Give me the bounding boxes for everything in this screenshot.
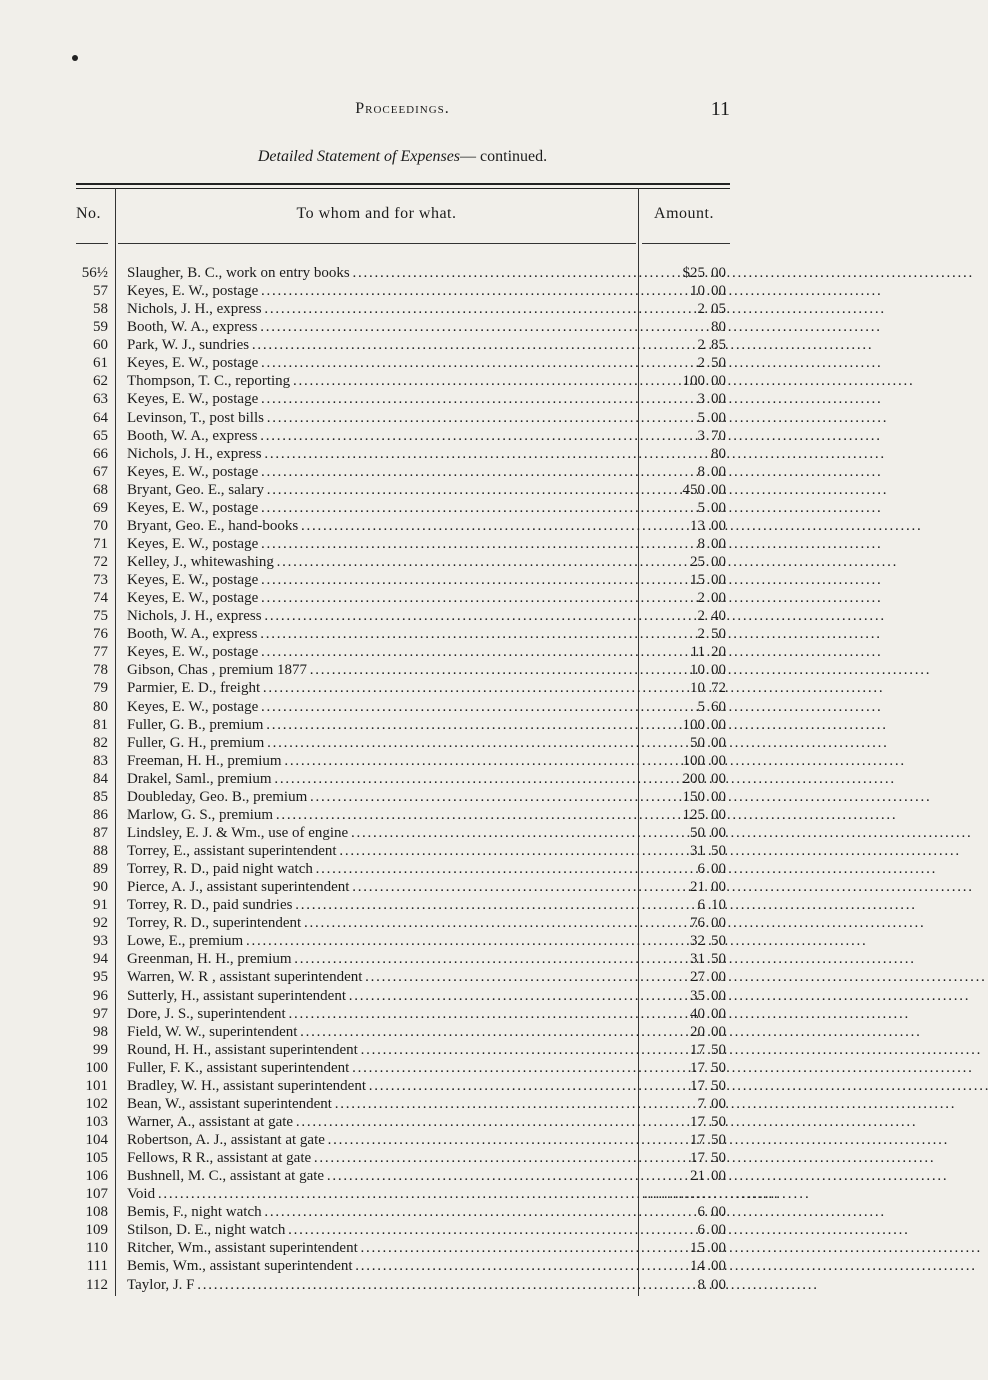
entry-number: 102 [85,1095,108,1112]
entry-description: Drakel, Saml., premium . . . [127,770,635,788]
entry-description: Nichols, J. H., express . . . [127,300,635,318]
entry-description: Pierce, A. J., assistant superintendent . . . [127,878,635,896]
amount-dollars: 17 [690,1113,705,1130]
entry-number: 62 [93,373,108,390]
entry-description: Torrey, E., assistant superintendent . . . [127,842,635,860]
table-row [0,300,845,318]
entry-number: 81 [93,716,108,733]
amount-cents: 70 [711,427,726,444]
amount-dollars: 13 [690,517,705,534]
entry-number: 92 [93,915,108,932]
entry-description: Thompson, T. C., reporting . . . [127,372,635,390]
entry-number: 76 [93,626,108,643]
entry-description: Doubleday, Geo. B., premium . . . [127,788,635,806]
entry-number: 112 [86,1276,108,1293]
table-row [0,661,845,679]
expense-table-body [0,264,845,1294]
entry-description: Keyes, E. W., postage . . . [127,390,635,408]
amount-cents: 00 [711,1168,726,1185]
table-row [0,1149,845,1167]
entry-description: Bushnell, M. C., assistant at gate . . . [127,1167,635,1185]
entry-description: Warner, A., assistant at gate . . . [127,1113,635,1131]
entry-number: 108 [85,1204,108,1221]
table-row [0,878,845,896]
entry-number: 59 [93,319,108,336]
table-row [0,806,845,824]
amount-cents: 00 [711,915,726,932]
entry-number: 104 [85,1132,108,1148]
entry-description: Slaugher, B. C., work on entry books . . . [127,264,635,282]
amount-cents: 60 [711,698,726,715]
amount-dollars: 17 [690,1077,705,1094]
entry-number: 99 [93,1041,108,1058]
caption-italic: Detailed Statement of Expenses [257,148,461,165]
amount-cents: 00 [711,662,726,679]
table-row [0,445,845,463]
entry-number: 84 [93,770,108,787]
table-row [0,553,845,571]
entry-description: Warren, W. R , assistant superintendent . . . [127,968,635,986]
amount-cents: 00 [711,391,726,408]
entry-description: Field, W. W., superintendent . . . [127,1023,635,1041]
entry-number: 56½ [81,265,108,281]
column-header-amount: Amount. [654,205,714,222]
top-rule [76,183,730,185]
amount-dollars: 2 [697,355,705,372]
entry-number: 98 [93,1023,108,1040]
amount-dollars: 21 [690,879,705,896]
amount-cents: 00 [711,879,726,896]
amount-dollars: 20 [690,1023,705,1040]
amount-cents: 50 [711,355,726,372]
amount-dollars: 14 [690,1258,705,1275]
amount-dollars: 450 [682,481,705,498]
amount-cents: 00 [711,716,726,733]
amount-dollars: 2 [697,608,705,625]
table-row [0,463,845,481]
entry-description: Bemis, Wm., assistant superintendent . . . [127,1257,635,1275]
amount-dollars: 6 [697,897,705,914]
table-row [0,1005,845,1023]
entry-number: 63 [93,391,108,408]
table-row [0,1185,845,1203]
header-rule-no [76,243,108,244]
amount-dollars: 50 [690,734,705,751]
amount-dollars: 50 [690,824,705,841]
table-row [0,1167,845,1185]
amount-dollars: 17 [690,1150,705,1167]
entry-number: 91 [93,897,108,914]
amount-dollars: 6 [697,1222,705,1239]
entry-description: Bemis, F., night watch . . . [127,1203,635,1221]
entry-number: 72 [93,554,108,570]
entry-number: 94 [93,951,108,968]
running-header [0,100,805,118]
entry-number: 105 [85,1150,108,1167]
amount-cents: 00 [711,1258,726,1275]
column-header-no: No. [76,205,102,222]
amount-cents: 00 [711,1222,726,1239]
amount-dollars: 21 [690,1168,705,1185]
amount-cents: 20 [711,644,726,661]
entry-description: Booth, W. A., express . . . [127,427,635,445]
entry-number: 86 [93,806,108,823]
entry-description: Fuller, G. B., premium . . . [127,716,635,734]
entry-description: Taylor, J. F . . . [127,1276,635,1294]
entry-number: 103 [85,1113,108,1130]
void-leader-dots: ............................. [644,1186,811,1203]
table-row [0,716,845,734]
entry-number: 111 [86,1258,108,1275]
entry-description: Keyes, E. W., postage . . . [127,354,635,372]
entry-description: Lowe, E., premium . . . [127,932,635,950]
table-row [0,427,845,445]
entry-number: 71 [93,535,108,552]
entry-number: 89 [93,861,108,878]
entry-number: 107 [85,1186,108,1203]
entry-description: Levinson, T., post bills . . . [127,409,635,427]
entry-description: Bryant, Geo. E., hand-books . . . [127,517,635,535]
entry-number: 85 [93,788,108,805]
amount-dollars: 35 [690,987,705,1004]
amount-cents: 00 [711,969,726,986]
amount-dollars: 125 [682,806,705,823]
amount-dollars: 5 [697,409,705,426]
entry-number: 87 [93,824,108,841]
amount-cents: 00 [711,409,726,426]
table-caption [0,148,805,166]
amount-cents: 00 [711,517,726,534]
table-row [0,282,845,300]
entry-number: 95 [93,969,108,986]
amount-dollars: 8 [697,463,705,480]
entry-description: Keyes, E. W., postage . . . [127,499,635,517]
entry-number: 79 [93,680,108,697]
entry-description: Dore, J. S., superintendent . . . [127,1005,635,1023]
amount-cents: 00 [711,788,726,805]
amount-dollars: 31 [690,951,705,968]
table-row [0,1041,845,1059]
table-row [0,788,845,806]
table-row [0,535,845,553]
table-row [0,987,845,1005]
amount-dollars: 6 [697,861,705,878]
table-row [0,1113,845,1131]
amount-cents: 50 [711,626,726,643]
amount-cents: 50 [711,1150,726,1167]
amount-cents: 50 [711,1041,726,1058]
amount-dollars: 32 [690,933,705,950]
table-row [0,896,845,914]
entry-number: 73 [93,572,108,589]
entry-description: Keyes, E. W., postage . . . [127,535,635,553]
entry-number: 70 [93,517,108,534]
amount-dollars: $25 [682,265,705,281]
amount-dollars: 100 [682,373,705,390]
amount-dollars: 8 [697,1276,705,1293]
amount-dollars: 100 [682,716,705,733]
amount-dollars: 17 [690,1041,705,1058]
table-row [0,1095,845,1113]
entry-number: 64 [93,409,108,426]
table-row [0,625,845,643]
table-row [0,842,845,860]
entry-number: 80 [93,698,108,715]
amount-cents: 00 [711,572,726,589]
amount-dollars: 15 [690,1240,705,1257]
amount-dollars: 7 [697,1095,705,1112]
table-row [0,409,845,427]
entry-description: Booth, W. A., express . . . [127,625,635,643]
amount-cents: 00 [711,265,726,281]
amount-cents: 00 [711,861,726,878]
entry-description: Keyes, E. W., postage . . . [127,463,635,481]
entry-description: Keyes, E. W., postage . . . [127,571,635,589]
amount-dollars: 10 [690,662,705,679]
entry-description: Greenman, H. H., premium . . . [127,950,635,968]
entry-number: 67 [93,463,108,480]
table-row [0,734,845,752]
table-row [0,481,845,499]
amount-cents: 80 [711,445,726,462]
header-rule-amount [642,243,730,244]
table-row [0,679,845,697]
table-row [0,1257,845,1275]
entry-description: Freeman, H. H., premium . . . [127,752,635,770]
entry-description: Fuller, F. K., assistant superintendent . . . [127,1059,635,1077]
amount-dollars: 31 [690,843,705,859]
table-row [0,1077,845,1095]
entry-description: Keyes, E. W., postage . . . [127,282,635,300]
amount-dollars: 17 [690,1059,705,1076]
table-row [0,752,845,770]
header-rule-description [118,243,636,244]
table-row [0,1239,845,1257]
amount-cents: 00 [711,1240,726,1257]
entry-description: Fellows, R R., assistant at gate . . . [127,1149,635,1167]
amount-cents: 05 [711,301,726,318]
amount-cents: 00 [711,554,726,570]
entry-description: Torrey, R. D., paid night watch . . . [127,860,635,878]
table-row [0,1059,845,1077]
amount-dollars: 200 [682,770,705,787]
amount-dollars: 25 [690,554,705,570]
amount-dollars: 2 [697,337,705,354]
amount-cents: 80 [711,319,726,336]
entry-description: Sutterly, H., assistant superintendent . . . [127,987,635,1005]
amount-cents: 00 [711,590,726,607]
entry-number: 65 [93,427,108,444]
entry-description: Marlow, G. S., premium . . . [127,806,635,824]
entry-number: 66 [93,445,108,462]
entry-description: Keyes, E. W., postage . . . [127,643,635,661]
amount-cents: 00 [711,499,726,516]
table-row [0,1023,845,1041]
entry-number: 110 [86,1240,108,1257]
table-row [0,264,845,282]
entry-description: Void . . . [127,1185,635,1203]
amount-dollars: 10 [690,680,705,697]
table-row [0,968,845,986]
entry-description: Gibson, Chas , premium 1877 . . . [127,661,635,679]
amount-cents: 00 [711,1023,726,1040]
table-row [0,1131,845,1149]
entry-number: 97 [93,1005,108,1022]
amount-dollars: 5 [697,698,705,715]
entry-description: Kelley, J., whitewashing . . . [127,553,635,571]
entry-description: Bradley, W. H., assistant superintendent . . . [127,1077,635,1095]
amount-cents: 00 [711,1005,726,1022]
amount-cents: 10 [711,897,726,914]
table-row [0,643,845,661]
entry-number: 109 [85,1222,108,1239]
table-row [0,860,845,878]
amount-cents: 50 [711,1113,726,1130]
table-row [0,318,845,336]
entry-description: Torrey, R. D., paid sundries . . . [127,896,635,914]
page-number: 11 [710,98,730,120]
entry-description: Bean, W., assistant superintendent . . . [127,1095,635,1113]
amount-dollars: 3 [697,427,705,444]
entry-number: 101 [85,1077,108,1094]
amount-cents: 00 [711,1276,726,1293]
entry-description: Booth, W. A., express . . . [127,318,635,336]
amount-cents: 40 [711,608,726,625]
header-title: Proceedings. [355,100,450,117]
entry-description: Park, W. J., sundries . . . [127,336,635,354]
amount-dollars: 6 [697,1204,705,1221]
amount-cents: 00 [711,481,726,498]
entry-number: 74 [93,590,108,607]
entry-description: Nichols, J. H., express . . . [127,607,635,625]
entry-number: 57 [93,283,108,300]
amount-cents: 85 [711,337,726,354]
amount-dollars: 11 [690,644,705,661]
amount-dollars: 100 [682,752,705,769]
amount-cents: 50 [711,951,726,968]
table-row [0,499,845,517]
amount-cents: 00 [711,752,726,769]
entry-number: 61 [93,355,108,372]
amount-dollars: 150 [682,788,705,805]
entry-description: Fuller, G. H., premium . . . [127,734,635,752]
top-rule-thin [76,188,730,189]
table-row [0,1203,845,1221]
table-row [0,390,845,408]
entry-number: 82 [93,734,108,751]
amount-dollars: 3 [697,391,705,408]
amount-cents: 50 [711,1132,726,1148]
amount-dollars: 8 [697,535,705,552]
amount-dollars: 10 [690,283,705,300]
entry-description: Keyes, E. W., postage . . . [127,589,635,607]
entry-description: Ritcher, Wm., assistant superintendent . . . [127,1239,635,1257]
table-row [0,589,845,607]
amount-cents: 00 [711,535,726,552]
amount-cents: 72 [711,680,726,697]
entry-number: 96 [93,987,108,1004]
amount-cents: 00 [711,734,726,751]
caption-plain: — continued. [460,148,548,165]
amount-cents: 50 [711,933,726,950]
amount-cents: 00 [711,806,726,823]
entry-description: Lindsley, E. J. & Wm., use of engine . . . [127,824,635,842]
table-row [0,372,845,390]
table-row [0,932,845,950]
entry-description: Nichols, J. H., express . . . [127,445,635,463]
entry-description: Stilson, D. E., night watch . . . [127,1221,635,1239]
entry-number: 93 [93,933,108,950]
entry-number: 77 [93,644,108,661]
table-row [0,914,845,932]
entry-number: 60 [93,337,108,354]
entry-description: Round, H. H., assistant superintendent . . . [127,1041,635,1059]
amount-cents: 00 [711,1204,726,1221]
table-row [0,354,845,372]
amount-dollars: 17 [690,1132,705,1148]
amount-cents: 00 [711,770,726,787]
table-row [0,571,845,589]
table-row [0,770,845,788]
table-row [0,336,845,354]
table-row [0,517,845,535]
entry-number: 100 [85,1059,108,1076]
amount-cents: 00 [711,987,726,1004]
amount-dollars: 2 [697,626,705,643]
entry-description: Keyes, E. W., postage . . . [127,698,635,716]
amount-cents: 00 [711,1095,726,1112]
entry-number: 90 [93,879,108,896]
entry-number: 69 [93,499,108,516]
ink-mark [72,55,78,61]
entry-number: 78 [93,662,108,679]
entry-description: Torrey, R. D., superintendent . . . [127,914,635,932]
entry-number: 106 [85,1168,108,1185]
amount-cents: 50 [711,1077,726,1094]
amount-cents: 50 [711,843,726,859]
entry-number: 88 [93,843,108,859]
amount-dollars: 76 [690,915,705,932]
amount-dollars: 27 [690,969,705,986]
entry-description: Robertson, A. J., assistant at gate . . . [127,1131,635,1149]
amount-dollars: 2 [697,590,705,607]
amount-cents: 00 [711,463,726,480]
table-row [0,950,845,968]
amount-cents: 50 [711,1059,726,1076]
entry-number: 58 [93,301,108,318]
table-row [0,698,845,716]
amount-cents: 00 [711,373,726,390]
amount-dollars: 5 [697,499,705,516]
amount-dollars: 2 [697,301,705,318]
entry-number: 75 [93,608,108,625]
table-row [0,607,845,625]
entry-number: 68 [93,481,108,498]
table-row [0,824,845,842]
entry-description: Bryant, Geo. E., salary . . . [127,481,635,499]
entry-number: 83 [93,752,108,769]
table-row [0,1221,845,1239]
amount-cents: 00 [711,824,726,841]
amount-dollars: 15 [690,572,705,589]
amount-cents: 00 [711,283,726,300]
amount-dollars: 40 [690,1005,705,1022]
entry-description: Parmier, E. D., freight . . . [127,679,635,697]
table-row [0,1276,845,1294]
column-header-description: To whom and for what. [296,205,457,222]
